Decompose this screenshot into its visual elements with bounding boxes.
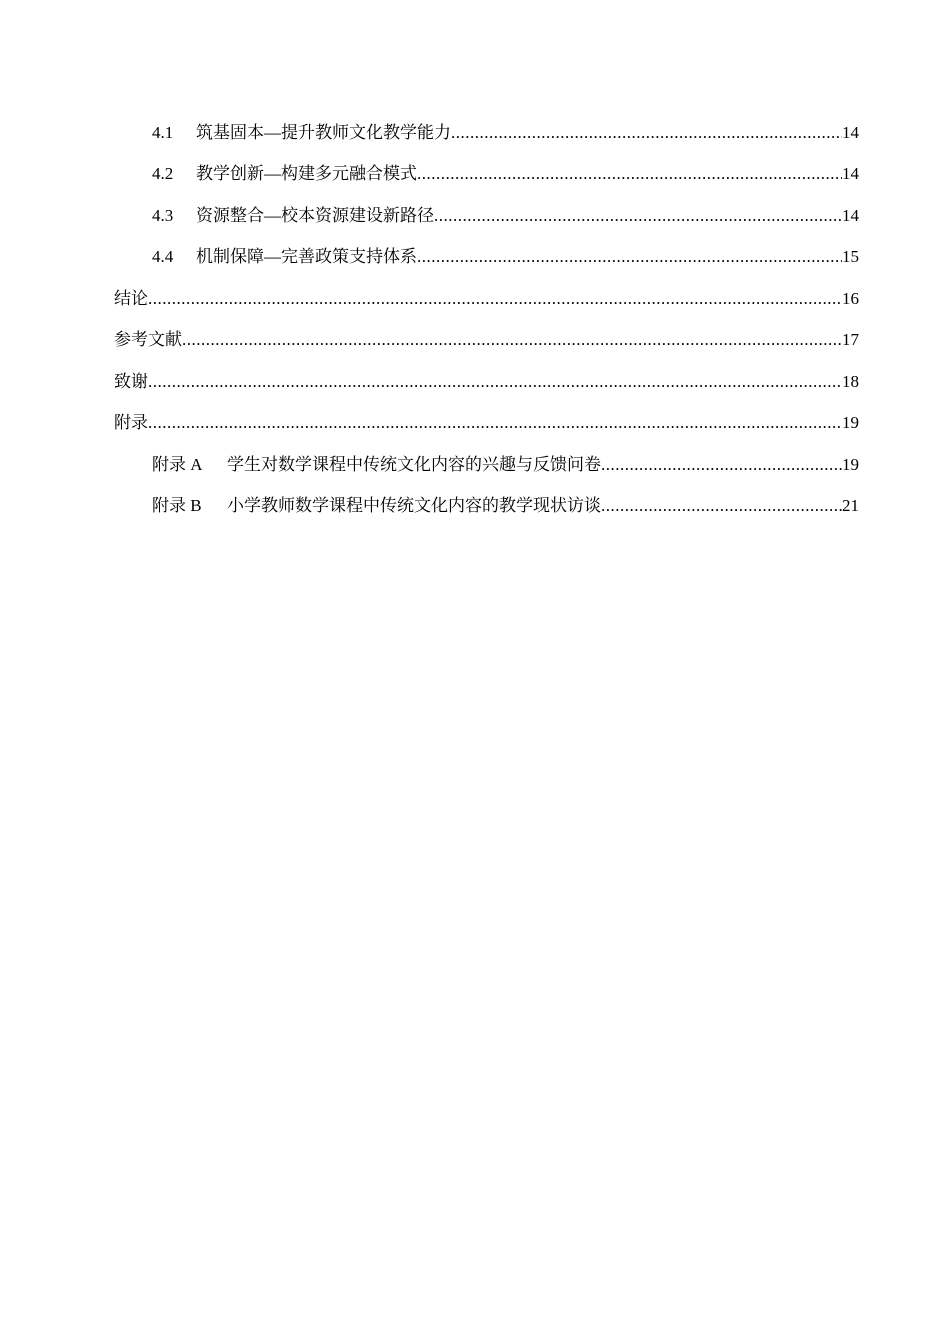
toc-entry-4-4[interactable] — [152, 245, 859, 269]
dot-leader — [601, 494, 842, 518]
toc-entry-title: 附录 — [114, 413, 148, 433]
dot-leader — [417, 162, 842, 186]
toc-entry-page: 17 — [842, 330, 859, 349]
dot-leader — [182, 328, 842, 352]
toc-entry-number: 附录 B — [152, 496, 202, 515]
toc-entry-appendix-b[interactable] — [152, 494, 859, 518]
toc-entry-page: 15 — [842, 247, 859, 266]
toc-entry-references[interactable] — [114, 328, 859, 352]
toc-entry-title: 学生对数学课程中传统文化内容的兴趣与反馈问卷 — [227, 455, 601, 474]
dot-leader — [451, 121, 842, 145]
toc-entry-page: 19 — [842, 455, 859, 474]
toc-entry-page: 21 — [842, 496, 859, 515]
toc-entry-title: 参考文献 — [114, 330, 182, 350]
toc-entry-title: 小学教师数学课程中传统文化内容的教学现状访谈 — [227, 496, 601, 515]
toc-entry-number: 4.2 — [152, 164, 174, 183]
toc-entry-4-1[interactable] — [152, 121, 859, 145]
toc-entry-appendix-a[interactable] — [152, 453, 859, 477]
toc-entry-acknowledgements[interactable] — [114, 370, 859, 394]
toc-entry-title: 结论 — [114, 289, 148, 309]
toc-entry-number: 附录 A — [152, 455, 203, 474]
dot-leader — [417, 245, 842, 269]
toc-entry-page: 18 — [842, 372, 859, 391]
toc-entry-page: 16 — [842, 289, 859, 308]
toc-entry-title: 致谢 — [114, 372, 148, 392]
toc-entry-page: 14 — [842, 206, 859, 225]
dot-leader — [148, 411, 842, 435]
toc-entry-4-2[interactable] — [152, 162, 859, 186]
toc-entry-appendix[interactable] — [114, 411, 859, 435]
toc-entry-page: 14 — [842, 164, 859, 183]
dot-leader — [601, 453, 842, 477]
toc-entry-number: 4.1 — [152, 123, 174, 142]
toc-entry-number: 4.3 — [152, 206, 174, 225]
dot-leader — [148, 287, 842, 311]
toc-entry-title: 机制保障—完善政策支持体系 — [196, 247, 417, 266]
toc-entry-number: 4.4 — [152, 247, 174, 266]
toc-entry-title: 教学创新—构建多元融合模式 — [196, 164, 417, 183]
dot-leader — [434, 204, 842, 228]
toc-entry-page: 14 — [842, 123, 859, 142]
toc-entry-conclusion[interactable] — [114, 287, 859, 311]
toc-entry-title: 资源整合—校本资源建设新路径 — [196, 206, 434, 225]
toc-entry-page: 19 — [842, 413, 859, 432]
toc-entry-4-3[interactable] — [152, 204, 859, 228]
toc-entry-title: 筑基固本—提升教师文化教学能力 — [196, 123, 451, 142]
dot-leader — [148, 370, 842, 394]
